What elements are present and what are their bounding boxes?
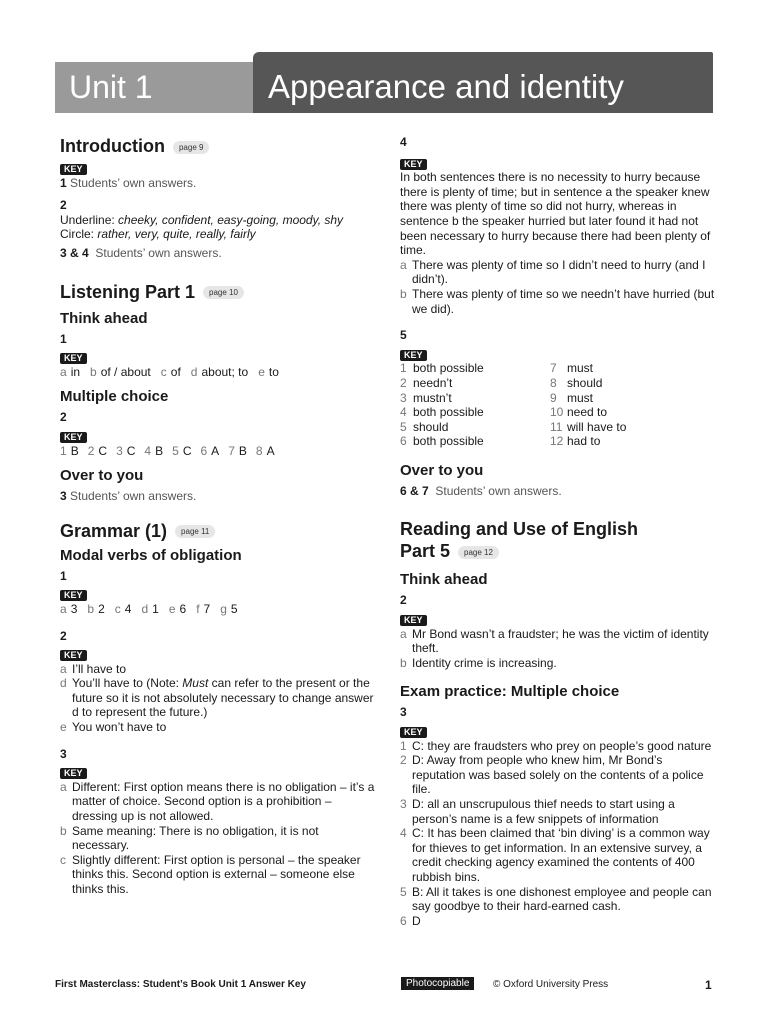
answer-label: 3	[400, 390, 407, 405]
section-heading-listening: Listening Part 1 page 10	[60, 281, 375, 303]
key-badge: KEY	[400, 159, 427, 170]
answer-label: 3	[116, 443, 123, 458]
answer-item: c Slightly different: First option is personal – the speaker thinks this. Second option is external – someone else thinks this.	[60, 852, 361, 896]
section-heading-reading: Reading and Use of English	[400, 519, 639, 540]
unit-label: Unit 1	[55, 62, 255, 113]
answer-line: 6 & 7 Students’ own answers.	[400, 483, 562, 498]
answer-value: 4	[124, 601, 132, 616]
key-badge: KEY	[60, 768, 87, 779]
answer-item	[400, 376, 550, 391]
question-number: 5	[400, 328, 407, 343]
answer-label: e	[168, 601, 176, 616]
answer-label: 6	[400, 434, 407, 449]
answer-value: to	[268, 364, 279, 379]
answer-label: d	[190, 364, 198, 379]
answer-label: 7	[228, 443, 235, 458]
answer-text: had to	[567, 434, 601, 449]
question-number: 3	[60, 746, 67, 761]
answer-text: both possible	[413, 405, 484, 420]
answer-text: should	[567, 375, 603, 390]
answer-text: both possible	[413, 434, 484, 449]
answer-item: a Mr Bond wasn’t a fraudster; he was the victim of identity theft.	[400, 626, 709, 656]
subheading-think-ahead: Think ahead	[60, 309, 148, 327]
answer-item: e You won’t have to	[60, 720, 167, 735]
subheading-modal-verbs: Modal verbs of obligation	[60, 546, 242, 564]
answer-text: D: all an unscrupulous thief needs to start using a person’s name is a few snippets of information	[412, 797, 675, 826]
answer-value: C	[126, 443, 136, 458]
subheading-over-to-you: Over to you	[400, 461, 484, 479]
answer-label: 11	[550, 419, 563, 434]
question-number: 2	[60, 628, 67, 643]
answer-item	[550, 376, 626, 391]
question-number: 1	[60, 568, 67, 583]
answer-text: will have to	[567, 419, 627, 434]
answer-line: 1 Students’ own answers.	[60, 175, 197, 190]
answer-value: A	[211, 443, 220, 458]
answer-label: e	[258, 364, 265, 379]
answer-item	[400, 739, 715, 754]
answer-item: a I’ll have to	[60, 661, 127, 676]
answer-text: should	[413, 419, 449, 434]
answer-item	[400, 361, 550, 376]
answer-label: 1	[400, 738, 407, 753]
answer-line: 3 Students’ own answers.	[60, 489, 197, 504]
answer-item	[400, 914, 715, 929]
section-heading-reading-part: Part 5 page 12	[400, 540, 715, 562]
answer-label: b	[90, 364, 97, 379]
answer-text: must	[567, 390, 594, 405]
answer-value: B	[155, 443, 164, 458]
answer-value: 6	[179, 601, 187, 616]
answer-label: b	[87, 601, 95, 616]
answer-row	[60, 602, 375, 617]
answer-value: in	[70, 364, 81, 379]
answer-item	[400, 826, 715, 884]
answer-label: 10	[550, 405, 564, 420]
subheading-exam-practice: Exam practice: Multiple choice	[400, 683, 620, 701]
right-column	[400, 135, 715, 928]
key-badge: KEY	[60, 432, 87, 443]
answer-text: must	[567, 361, 594, 376]
answer-item	[550, 420, 626, 435]
page-number: 1	[705, 978, 712, 992]
answer-text: both possible	[413, 361, 484, 376]
answer-value: of	[170, 364, 181, 379]
answer-text: D: Away from people who knew him, Mr Bond’s reputation was based solely on the contents of a police file.	[412, 753, 704, 797]
answer-label: d	[141, 601, 149, 616]
answer-item: a Different: First option means there is no obligation – it’s a matter of choice. Second option is a prohibition – dressing up is not allowed.	[60, 779, 375, 824]
answer-item: b There was plenty of time so we needn’t have hurried (but we did).	[400, 286, 715, 316]
answer-label: 2	[400, 753, 407, 768]
answer-label: 2	[87, 443, 95, 458]
page-ref: page 12	[458, 546, 499, 559]
answer-item	[550, 405, 626, 420]
page-ref: page 10	[203, 286, 244, 299]
key-badge: KEY	[60, 164, 87, 175]
answer-label: 4	[400, 826, 407, 841]
answer-label: 7	[550, 361, 557, 376]
answer-item: a There was plenty of time so I didn’t need to hurry (and I didn’t).	[400, 257, 706, 287]
answer-label: 1	[400, 361, 407, 376]
answer-text: C: they are fraudsters who prey on people’s good nature	[412, 738, 712, 753]
answer-value: of / about	[100, 364, 151, 379]
page-ref: page 11	[175, 525, 215, 538]
answer-item: b Same meaning: There is no obligation, it is not necessary.	[60, 823, 319, 853]
answer-value: 7	[203, 601, 211, 616]
key-badge: KEY	[60, 353, 87, 364]
answer-value: B	[238, 443, 247, 458]
left-column	[60, 135, 375, 897]
answer-label: c	[114, 601, 121, 616]
key-badge: KEY	[400, 615, 427, 626]
answer-label: 5	[400, 884, 407, 899]
answer-text: needn’t	[413, 375, 453, 390]
answer-row	[60, 365, 375, 380]
answer-text: D	[412, 913, 421, 928]
answer-line: 3 & 4 Students’ own answers.	[60, 245, 222, 260]
question-number: 2	[60, 410, 67, 425]
answer-item	[400, 434, 550, 449]
answer-label: 6	[400, 913, 407, 928]
answer-label: 2	[400, 375, 407, 390]
question-number: 1	[60, 331, 67, 346]
answer-list	[400, 739, 715, 929]
question-number: 2	[400, 593, 407, 608]
question-number: 2	[60, 198, 67, 213]
answer-label: g	[220, 601, 227, 616]
answer-item	[400, 420, 550, 435]
answer-item	[550, 434, 626, 449]
answer-item	[400, 885, 715, 914]
answer-value: 5	[230, 601, 238, 616]
answer-row	[60, 444, 375, 459]
section-heading-grammar: Grammar (1) page 11	[60, 520, 375, 542]
answer-value: 1	[152, 601, 159, 616]
answer-value: about; to	[201, 364, 249, 379]
answer-text: B: All it takes is one dishonest employee and people can say goodbye to their hard-earned cash.	[412, 884, 712, 914]
answer-item	[400, 405, 550, 420]
key-badge: KEY	[400, 727, 427, 738]
answer-label: 1	[60, 443, 67, 458]
footer-publisher: © Oxford University Press	[493, 979, 609, 990]
answer-label: a	[60, 364, 67, 379]
answer-item	[550, 361, 626, 376]
answer-value: 3	[70, 601, 78, 616]
question-number: 4	[400, 135, 407, 149]
key-badge: KEY	[400, 350, 427, 361]
answer-line: Circle: rather, very, quite, really, fairly	[60, 227, 256, 242]
question-number: 3	[400, 705, 407, 720]
answer-paragraph: In both sentences there is no necessity to hurry because there is plenty of time; but in sentence a the speaker knew there was plenty of time so did not hurry, whereas in sentence b the speaker hurried but later found it had not been necessary to hurry because there had been plenty of time.	[400, 170, 711, 258]
answer-label: 5	[172, 443, 179, 458]
answer-text: C: It has been claimed that ‘bin diving’ is a common way for thieves to get information. In an extensive survey, a credit checking agency examined the contents of 400 rubbish bins.	[412, 826, 710, 884]
answer-label: 4	[400, 405, 407, 420]
answer-label: a	[60, 601, 67, 616]
answer-value: C	[182, 443, 192, 458]
answer-label: 8	[255, 443, 263, 458]
key-badge: KEY	[60, 590, 87, 601]
answer-text: mustn’t	[413, 390, 452, 405]
answer-value: C	[98, 443, 108, 458]
answer-value: 2	[98, 601, 105, 616]
answer-item	[400, 753, 715, 797]
answer-item	[550, 391, 626, 406]
answer-label: 12	[550, 434, 564, 449]
answer-item: d You’ll have to (Note: Must can refer to the present or the future so it is not absolutely necessary to change answer d to represent the future.)	[60, 676, 374, 720]
answer-value: A	[266, 443, 275, 458]
answer-label: 6	[200, 443, 208, 458]
answer-label: 8	[550, 375, 557, 390]
footer-book-title: First Masterclass: Student’s Book Unit 1 Answer Key	[55, 979, 306, 990]
unit-title: Appearance and identity	[253, 52, 713, 113]
answer-value: B	[70, 443, 79, 458]
subheading-over-to-you: Over to you	[60, 467, 144, 485]
page-ref: page 9	[173, 141, 209, 154]
answer-item	[400, 797, 715, 826]
subheading-multiple-choice: Multiple choice	[60, 388, 169, 406]
subheading-think-ahead: Think ahead	[400, 571, 488, 589]
answer-text: need to	[567, 405, 608, 420]
answer-item	[400, 391, 550, 406]
answer-label: 4	[144, 443, 152, 458]
section-heading-introduction: Introduction page 9	[60, 135, 375, 157]
answer-item: b Identity crime is increasing.	[400, 655, 557, 670]
key-badge: KEY	[60, 650, 87, 661]
answer-label: c	[160, 364, 167, 379]
answer-line: Underline: cheeky, confident, easy-going, moody, shy	[60, 212, 344, 227]
answer-label: 5	[400, 419, 407, 434]
answer-label: f	[196, 601, 200, 616]
answer-grid	[400, 361, 715, 449]
answer-label: 9	[550, 390, 557, 405]
answer-label: 3	[400, 797, 407, 811]
photocopiable-badge: Photocopiable	[401, 977, 474, 990]
